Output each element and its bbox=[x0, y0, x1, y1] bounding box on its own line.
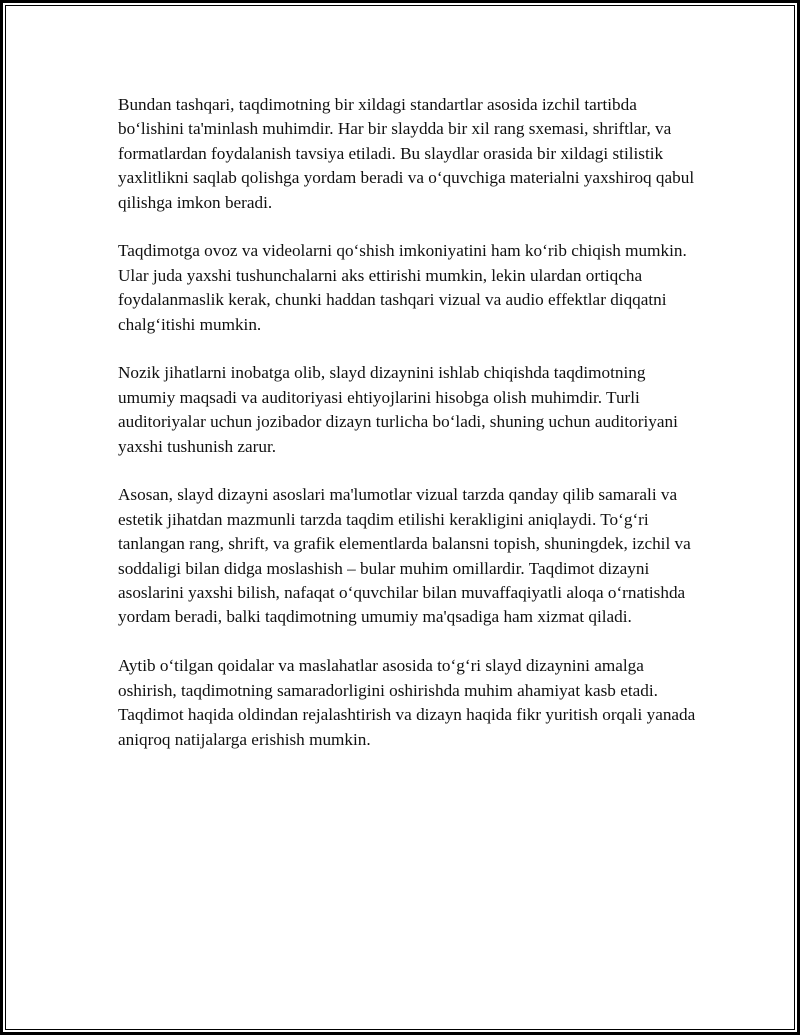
paragraph-2: Taqdimotga ovoz va videolarni qo‘shish imkoniyatini ham ko‘rib chiqish mumkin. Ular juda yaxshi tushunchalarni aks ettirishi mumkin, lekin ulardan ortiqcha foydalanmaslik kerak, chunki haddan tashqari vizual va audio effektlar diqqatni chalg‘itishi mumkin. bbox=[118, 241, 687, 334]
paragraph-4: Asosan, slayd dizayni asoslari ma'lumotlar vizual tarzda qanday qilib samarali va estetik jihatdan mazmunli tarzda taqdim etilishi kerakligini aniqlaydi. To‘g‘ri tanlangan rang, shrift, va grafik elementlarda balansni topish, shuningdek, izchil va soddaligi bilan didga moslashish – bular muhim omillardir. Taqdimot dizayni asoslarini yaxshi bilish, nafaqat o‘quvchilar bilan muvaffaqiyatli aloqa o‘rnatishda yordam beradi, balki taqdimotning umumiy ma'qsadiga ham xizmat qiladi. bbox=[118, 485, 691, 627]
paragraph-5: Aytib o‘tilgan qoidalar va maslahatlar asosida to‘g‘ri slayd dizaynini amalga oshirish, taqdimotning samaradorligini oshirishda muhim ahamiyat kasb etadi. Taqdimot haqida oldindan rejalashtirish va dizayn haqida fikr yuritish orqali yanada aniqroq natijalarga erishish mumkin. bbox=[118, 656, 696, 749]
paragraph-3: Nozik jihatlarni inobatga olib, slayd dizaynini ishlab chiqishda taqdimotning umumiy maqsadi va auditoriyasi ehtiyojlarini hisobga olish muhimdir. Turli auditoriyalar uchun jozibador dizayn turlicha bo‘ladi, shuning uchun auditoriyani yaxshi tushunish zarur. bbox=[118, 363, 678, 456]
document-body bbox=[118, 93, 698, 776]
paragraph-1: Bundan tashqari, taqdimotning bir xildagi standartlar asosida izchil tartibda bo‘lishini ta'minlash muhimdir. Har bir slaydda bir xil rang sxemasi, shriftlar, va formatlardan foydalanish tavsiya etiladi. Bu slaydlar orasida bir xildagi stilistik yaxlitlikni saqlab qolishga yordam beradi va o‘quvchiga materialni yaxshiroq qabul qilishga imkon beradi. bbox=[118, 95, 695, 212]
